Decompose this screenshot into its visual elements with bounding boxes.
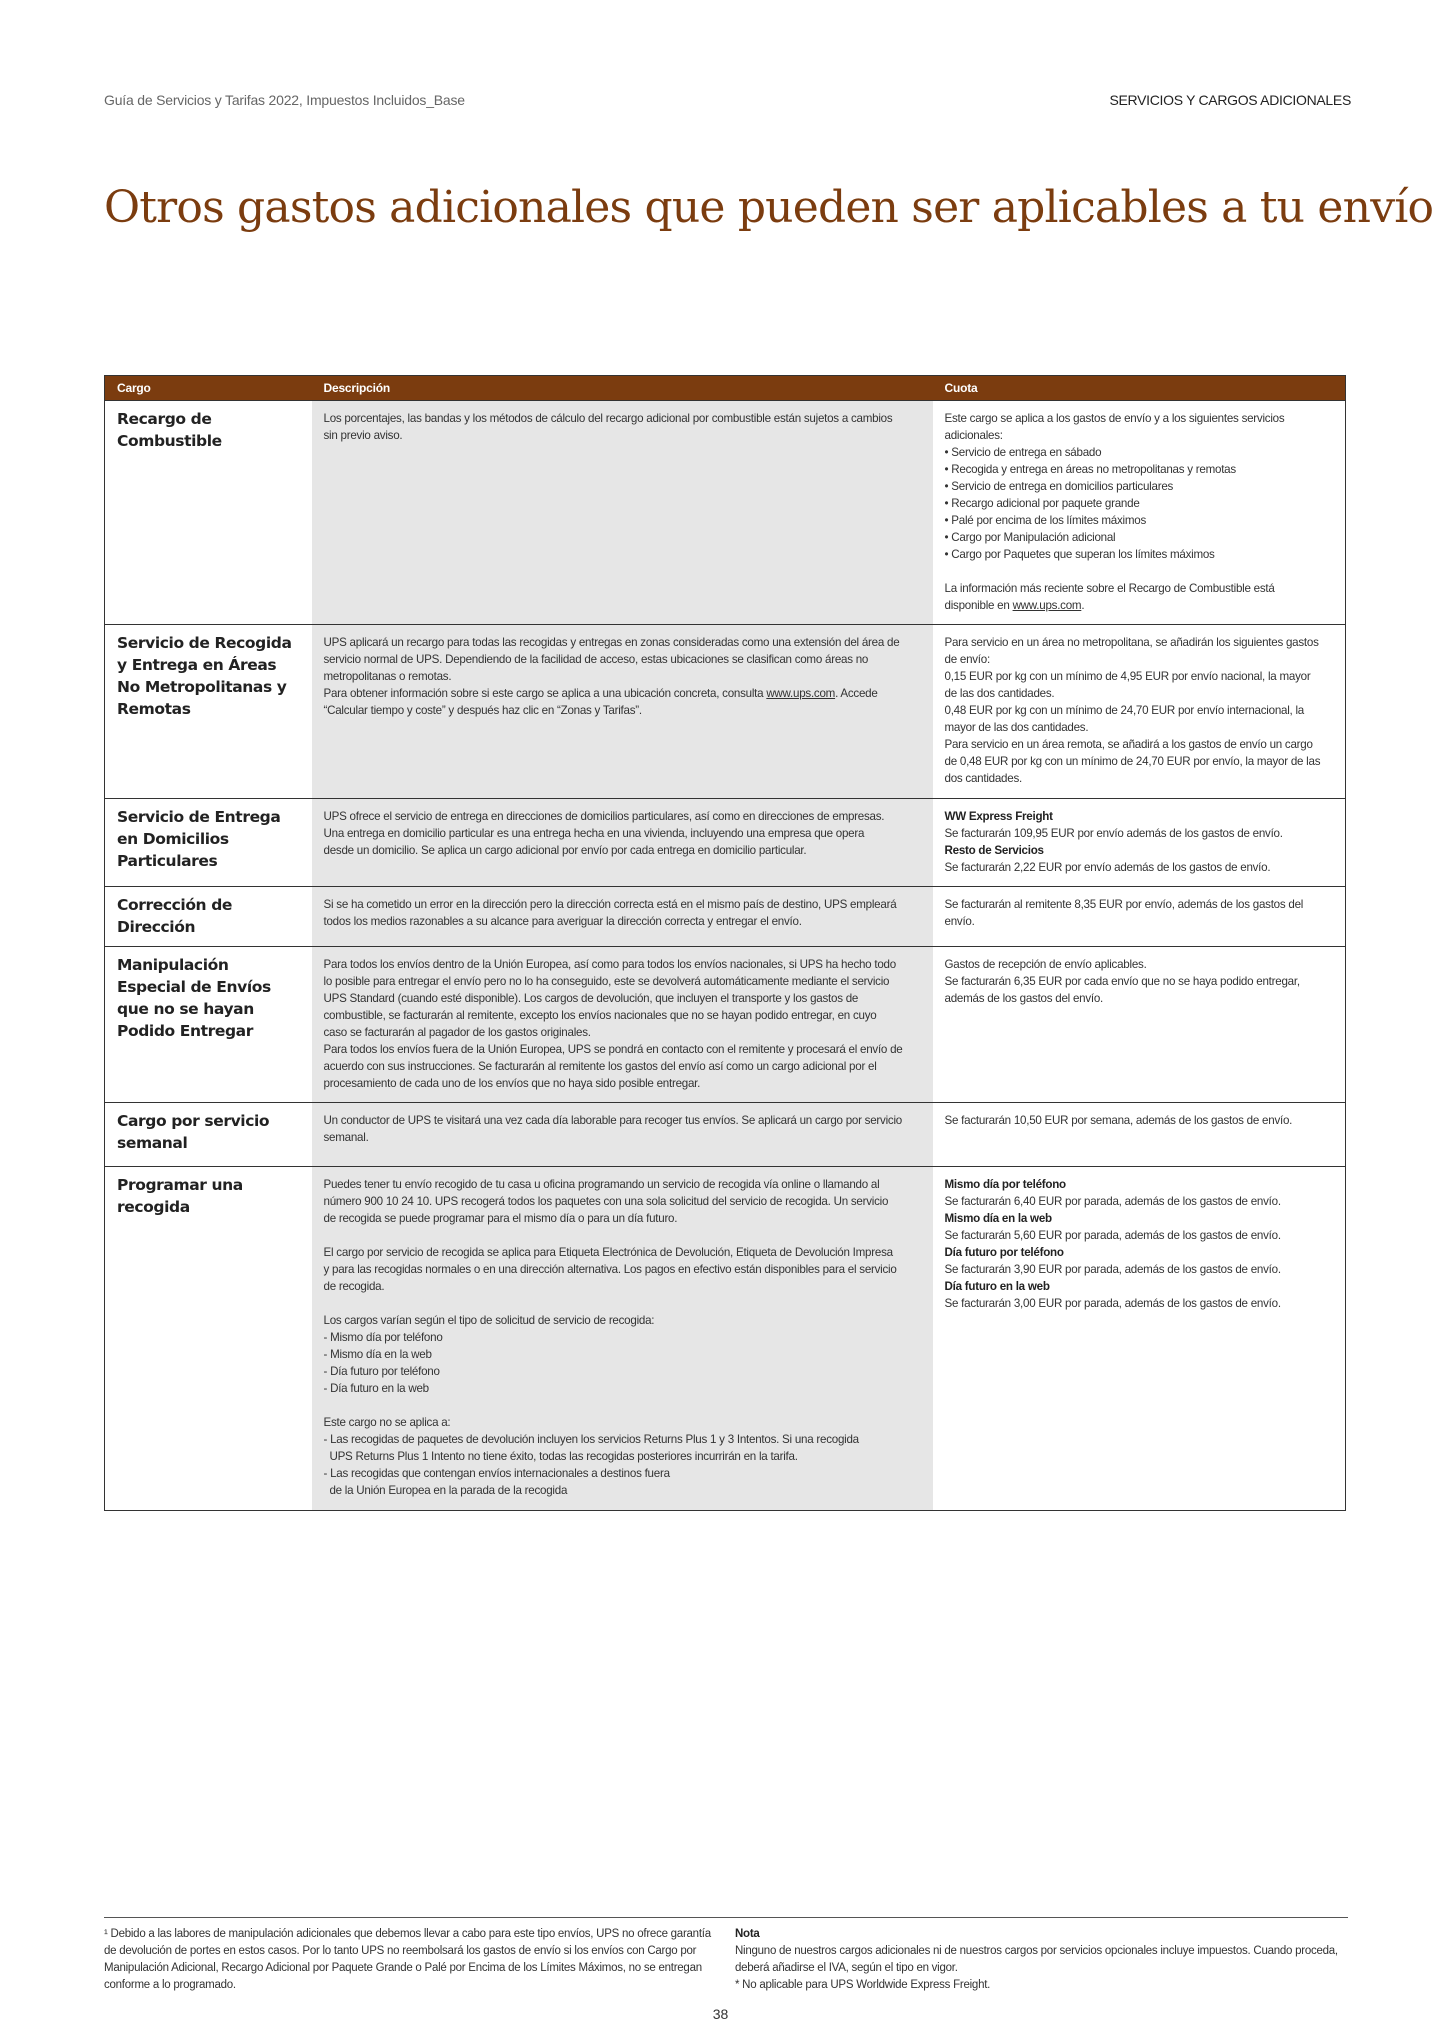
description-line: combustible, se facturarán al remitente, excepto los envíos nacionales que no se hayan podido entregar, en cuyo: [323, 1009, 877, 1022]
fee-line: envío.: [944, 915, 975, 928]
ups-website-link[interactable]: www.ups.com: [1012, 599, 1082, 612]
fee-line: Este cargo se aplica a los gastos de envío y a los siguientes servicios: [944, 412, 1285, 425]
fee-heading: Día futuro en la web: [944, 1280, 1050, 1293]
description-line: Puedes tener tu envío recogido de tu casa u oficina programando un servicio de recogida vía online o llamando al: [323, 1178, 880, 1191]
description-cell: [312, 625, 933, 799]
description-line: Un conductor de UPS te visitará una vez cada día laborable para recoger tus envíos. Se aplicará un cargo por servicio: [323, 1114, 902, 1127]
cargo-cell: Programar una recogida: [105, 1167, 312, 1511]
fee-line: de 0,48 EUR por kg con un mínimo de 24,70 EUR por envío, la mayor de las: [944, 755, 1321, 768]
description-list-item: UPS Returns Plus 1 Intento no tiene éxito, todas las recogidas posteriores incurrirán en la tarifa.: [323, 1450, 798, 1463]
description-line: acuerdo con sus instrucciones. Se facturarán al remitente los gastos del envío así como un cargo adicional por el: [323, 1060, 877, 1073]
table-header-row: [105, 376, 1346, 401]
table-row: [105, 1103, 1346, 1167]
page-title: Otros gastos adicionales que pueden ser aplicables a tu envío: [104, 182, 1434, 233]
column-header-cargo: Cargo: [105, 376, 312, 401]
column-header-cuota: Cuota: [933, 376, 1346, 401]
footer-divider: [104, 1917, 1348, 1918]
description-line: El cargo por servicio de recogida se aplica para Etiqueta Electrónica de Devolución, Etiqueta de Devolución Impresa: [323, 1246, 893, 1259]
fee-cell: [933, 401, 1346, 625]
description-list-item: - Las recogidas de paquetes de devolución incluyen los servicios Returns Plus 1 y 3 Intentos. Si una recogida: [323, 1433, 859, 1446]
fee-heading: Resto de Servicios: [944, 844, 1044, 857]
description-line: procesamiento de cada uno de los envíos que no haya sido posible entregar.: [323, 1077, 701, 1090]
description-list-item: - Las recogidas que contengan envíos internacionales a destinos fuera: [323, 1467, 670, 1480]
fee-cell: [933, 887, 1346, 947]
description-line: servicio normal de UPS. Dependiendo de la facilidad de acceso, estas ubicaciones se clasifican como áreas no: [323, 653, 869, 666]
section-header-label: SERVICIOS Y CARGOS ADICIONALES: [1109, 92, 1351, 108]
table-row: [105, 887, 1346, 947]
table-row: [105, 799, 1346, 887]
description-list-item: - Mismo día por teléfono: [323, 1331, 443, 1344]
description-line: Los porcentajes, las bandas y los métodos de cálculo del recargo adicional por combustible están sujetos a cambios: [323, 412, 893, 425]
cargo-cell: Servicio de Entrega en Domicilios Particulares: [105, 799, 312, 887]
fee-line: Se facturarán al remitente 8,35 EUR por envío, además de los gastos del: [944, 898, 1304, 911]
fee-line: Se facturarán 6,40 EUR por parada, además de los gastos de envío.: [944, 1195, 1281, 1208]
footnote: ¹ Debido a las labores de manipulación adicionales que debemos llevar a cabo para este tipo envíos, UPS no ofrece garantía de devolución de portes en estos casos. Por lo tanto UPS no reembolsará los gastos de envío si los envíos con Cargo por Manipulación Adicional, Recargo Adicional por Paquete Grande o Palé por Encima de los Límites Máximos, no se entregan conforme a lo programado.: [104, 1928, 711, 1991]
description-line: Los cargos varían según el tipo de solicitud de servicio de recogida:: [323, 1314, 655, 1327]
cargo-cell: Corrección de Dirección: [105, 887, 312, 947]
fee-cell: [933, 1167, 1346, 1511]
fee-heading: WW Express Freight: [944, 810, 1053, 823]
description-line: metropolitanas o remotas.: [323, 670, 452, 683]
fee-bullet: • Palé por encima de los límites máximos: [944, 514, 1147, 527]
fee-line: Gastos de recepción de envío aplicables.: [944, 958, 1147, 971]
table-row: [105, 625, 1346, 799]
cargo-cell: Cargo por servicio semanal: [105, 1103, 312, 1167]
fee-line: Se facturarán 3,90 EUR por parada, además de los gastos de envío.: [944, 1263, 1281, 1276]
charges-table: [104, 375, 1346, 1511]
fee-bullet: • Cargo por Paquetes que superan los límites máximos: [944, 548, 1215, 561]
column-header-descripcion: Descripción: [312, 376, 933, 401]
description-line: de recogida.: [323, 1280, 385, 1293]
fee-cell: [933, 799, 1346, 887]
description-spacer: [324, 1397, 921, 1414]
description-list-item: de la Unión Europea en la parada de la recogida: [323, 1484, 568, 1497]
description-line: [324, 685, 921, 702]
fee-line: mayor de las dos cantidades.: [944, 721, 1089, 734]
description-list-item: - Mismo día en la web: [323, 1348, 432, 1361]
description-line: Si se ha cometido un error en la dirección pero la dirección correcta está en el mismo país de destino, UPS empleará: [323, 898, 897, 911]
description-line: UPS ofrece el servicio de entrega en direcciones de domicilios particulares, así como en direcciones de empresas.: [323, 810, 885, 823]
description-text: Para obtener información sobre si este cargo se aplica a una ubicación concreta, consulta: [323, 687, 767, 700]
fee-bullet: • Cargo por Manipulación adicional: [944, 531, 1116, 544]
fee-line: 0,48 EUR por kg con un mínimo de 24,70 EUR por envío internacional, la: [944, 704, 1305, 717]
description-line: sin previo aviso.: [323, 429, 403, 442]
description-cell: [312, 1103, 933, 1167]
description-cell: [312, 887, 933, 947]
ups-website-link[interactable]: www.ups.com: [766, 687, 836, 700]
description-cell: [312, 401, 933, 625]
note-title: Nota: [735, 1928, 760, 1940]
fee-text: .: [1081, 599, 1085, 612]
fee-heading: Día futuro por teléfono: [944, 1246, 1064, 1259]
description-list-item: - Día futuro en la web: [323, 1382, 429, 1395]
description-line: caso se facturarán al pagador de los gastos originales.: [323, 1026, 591, 1039]
description-line: número 900 10 24 10. UPS recogerá todos los paquetes con una sola solicitud del servicio de recogida. Un servicio: [323, 1195, 889, 1208]
description-line: Este cargo no se aplica a:: [323, 1416, 451, 1429]
description-line: desde un domicilio. Se aplica un cargo adicional por envío por cada entrega en domicilio particular.: [323, 844, 807, 857]
table-row: [105, 947, 1346, 1103]
fee-spacer: [945, 563, 1334, 580]
fee-line: [945, 597, 1334, 614]
fee-line: Se facturarán 10,50 EUR por semana, además de los gastos de envío.: [944, 1114, 1293, 1127]
note-asterisk: * No aplicable para UPS Worldwide Express Freight.: [735, 1979, 991, 1991]
fee-line: dos cantidades.: [944, 772, 1022, 785]
description-cell: [312, 799, 933, 887]
description-line: y para las recogidas normales o en una dirección alternativa. Los pagos en efectivo están disponibles para el servicio: [323, 1263, 897, 1276]
description-line: Para todos los envíos fuera de la Unión Europea, UPS se pondrá en contacto con el remitente y procesará el envío de: [323, 1043, 903, 1056]
description-cell: [312, 947, 933, 1103]
cargo-cell: Recargo de Combustible: [105, 401, 312, 625]
fee-bullet: • Servicio de entrega en sábado: [944, 446, 1102, 459]
fee-line: adicionales:: [944, 429, 1003, 442]
fee-line: Se facturarán 5,60 EUR por parada, además de los gastos de envío.: [944, 1229, 1281, 1242]
fee-heading: Mismo día en la web: [944, 1212, 1052, 1225]
description-list-item: - Día futuro por teléfono: [323, 1365, 440, 1378]
fee-line: de las dos cantidades.: [944, 687, 1055, 700]
table-row: [105, 1167, 1346, 1511]
description-cell: [312, 1167, 933, 1511]
description-line: Para todos los envíos dentro de la Unión Europea, así como para todos los envíos nacionales, si UPS ha hecho todo: [323, 958, 896, 971]
fee-line: Para servicio en un área remota, se añadirá a los gastos de envío un cargo: [944, 738, 1313, 751]
fee-cell: [933, 1103, 1346, 1167]
fee-line: La información más reciente sobre el Recargo de Combustible está: [944, 582, 1275, 595]
fee-line: Para servicio en un área no metropolitana, se añadirán los siguientes gastos: [944, 636, 1319, 649]
description-line: UPS Standard (cuando esté disponible). Los cargos de devolución, que incluyen el transporte y los gastos de: [323, 992, 859, 1005]
fee-bullet: • Recogida y entrega en áreas no metropolitanas y remotas: [944, 463, 1236, 476]
table-row: [105, 401, 1346, 625]
description-line: “Calcular tiempo y coste” y después haz clic en “Zonas y Tarifas”.: [323, 704, 642, 717]
cargo-cell: Servicio de Recogida y Entrega en Áreas No Metropolitanas y Remotas: [105, 625, 312, 799]
description-spacer: [324, 1227, 921, 1244]
fee-cell: [933, 947, 1346, 1103]
note-block: [735, 1926, 1345, 1994]
fee-line: además de los gastos del envío.: [944, 992, 1104, 1005]
description-line: de recogida se puede programar para el mismo día o para un día futuro.: [323, 1212, 678, 1225]
description-line: semanal.: [323, 1131, 369, 1144]
document-header-title: Guía de Servicios y Tarifas 2022, Impuestos Incluidos_Base: [104, 92, 465, 108]
fee-line: de envío:: [944, 653, 990, 666]
fee-cell: [933, 625, 1346, 799]
description-line: lo posible para entregar el envío pero no lo ha conseguido, este se devolverá automáticamente mediante el servicio: [323, 975, 890, 988]
page-number: 38: [712, 2006, 729, 2022]
fee-bullet: • Recargo adicional por paquete grande: [944, 497, 1140, 510]
fee-heading: Mismo día por teléfono: [944, 1178, 1066, 1191]
fee-line: Se facturarán 2,22 EUR por envío además de los gastos de envío.: [944, 861, 1271, 874]
fee-bullet: • Servicio de entrega en domicilios particulares: [944, 480, 1174, 493]
description-spacer: [324, 1295, 921, 1312]
note-text: Ninguno de nuestros cargos adicionales ni de nuestros cargos por servicios opcionales incluye impuestos. Cuando proceda, deberá añadirse el IVA, según el tipo en vigor.: [735, 1945, 1338, 1974]
fee-line: 0,15 EUR por kg con un mínimo de 4,95 EUR por envío nacional, la mayor: [944, 670, 1311, 683]
description-text: . Accede: [835, 687, 878, 700]
cargo-cell: Manipulación Especial de Envíos que no se hayan Podido Entregar: [105, 947, 312, 1103]
fee-text: disponible en: [944, 599, 1013, 612]
fee-line: Se facturarán 6,35 EUR por cada envío que no se haya podido entregar,: [944, 975, 1300, 988]
description-line: UPS aplicará un recargo para todas las recogidas y entregas en zonas consideradas como una extensión del área de: [323, 636, 900, 649]
fee-line: Se facturarán 109,95 EUR por envío además de los gastos de envío.: [944, 827, 1283, 840]
description-line: todos los medios razonables a su alcance para averiguar la dirección correcta y entregar el envío.: [323, 915, 802, 928]
description-line: Una entrega en domicilio particular es una entrega hecha en una vivienda, incluyendo una empresa que opera: [323, 827, 865, 840]
fee-line: Se facturarán 3,00 EUR por parada, además de los gastos de envío.: [944, 1297, 1281, 1310]
